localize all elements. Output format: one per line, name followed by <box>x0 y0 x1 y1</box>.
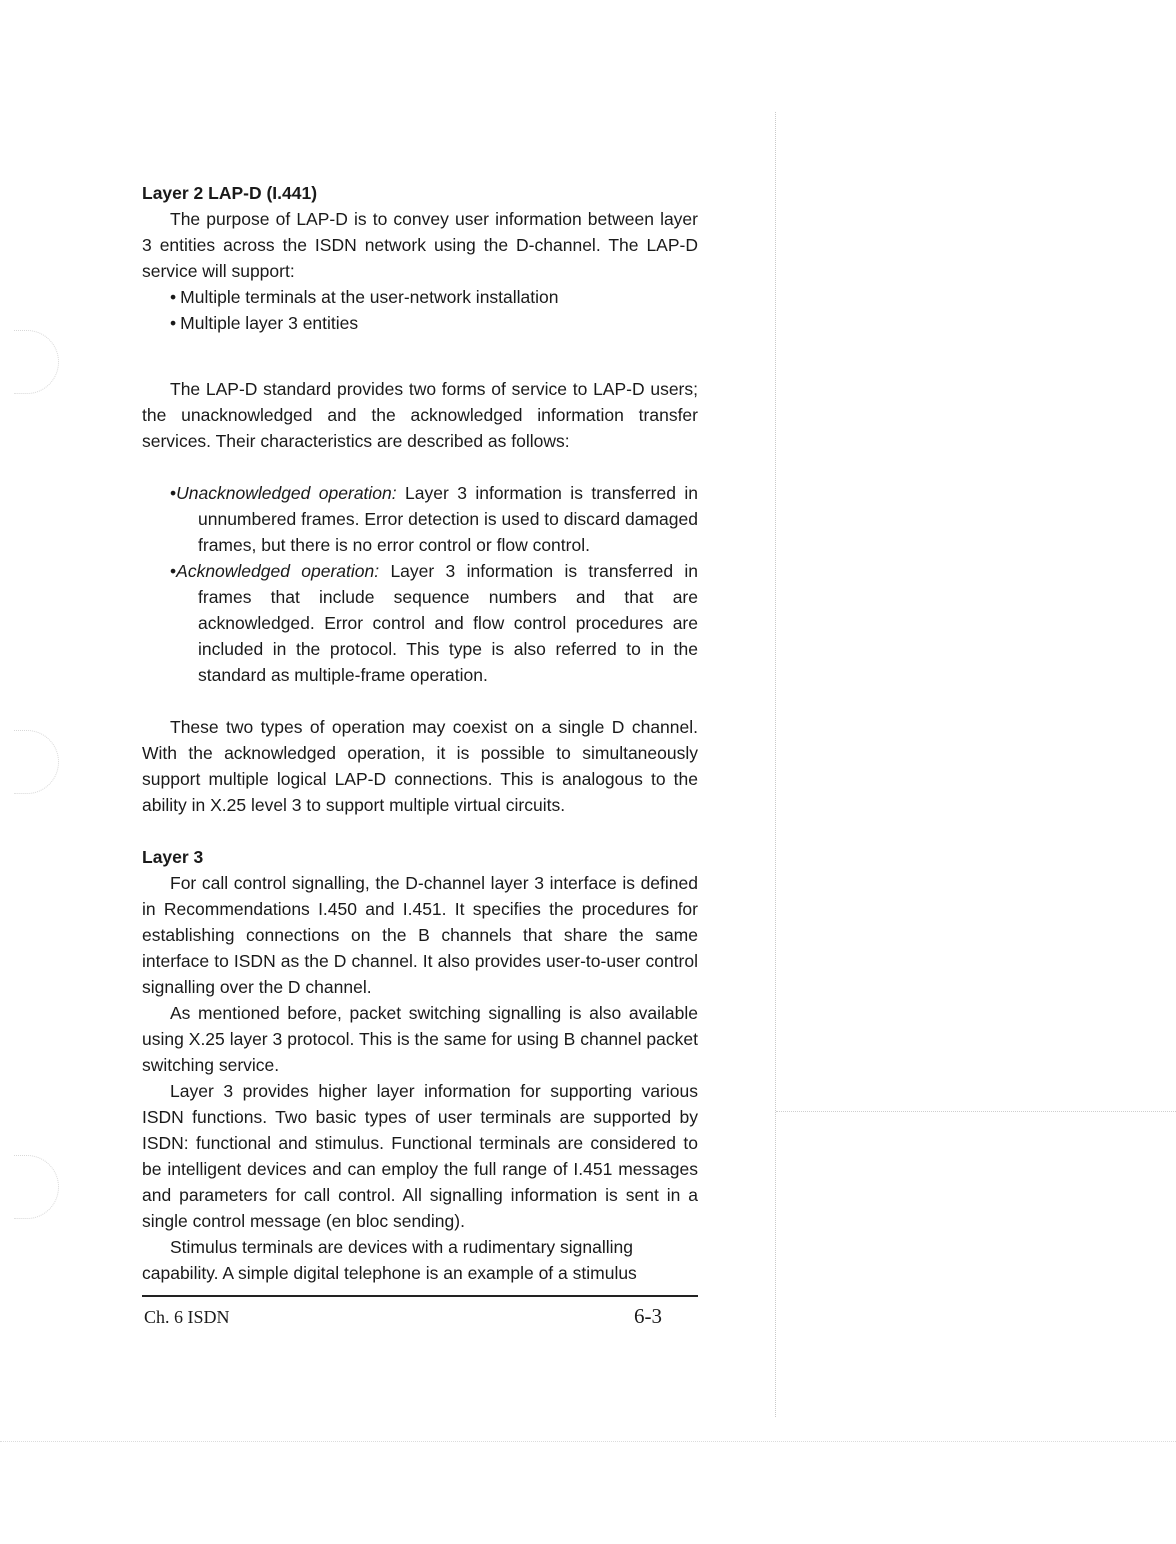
operation-description: Layer 3 information is transferred in frames that include sequence numbers and that are acknowledged. Error control and flow control procedures are included in the protocol. This type is also referred to in the standard as multiple-frame operation. <box>198 561 698 685</box>
footer-chapter: Ch. 6 ISDN <box>144 1307 230 1327</box>
service-forms-paragraph: The LAP-D standard provides two forms of service to LAP-D users; the unacknowledged and the acknowledged information transfer services. Their characteristics are described as follows: <box>142 379 698 451</box>
operation-term: Unacknowledged operation: <box>176 483 397 503</box>
scan-edge-vertical-line <box>775 112 776 1417</box>
footer-rule <box>142 1295 698 1297</box>
section-heading-layer2: Layer 2 LAP-D (I.441) <box>142 183 318 203</box>
scan-edge-bottom-line <box>0 1441 1176 1442</box>
punch-hole-bottom <box>14 1155 59 1219</box>
operation-term: Acknowledged operation: <box>176 561 380 581</box>
coexist-paragraph: These two types of operation may coexist on a single D channel. With the acknowledged operation, it is possible to simultaneously support multiple logical LAP-D connections. This is analogous to the ability in X.25 level 3 to support multiple virtual circuits. <box>142 717 698 815</box>
support-list-item: • Multiple terminals at the user-network installation <box>142 284 698 310</box>
page-number: 6-3 <box>634 1304 662 1328</box>
scan-edge-horizontal-line <box>776 1111 1176 1112</box>
punch-hole-middle <box>14 730 59 794</box>
punch-hole-top <box>14 330 59 394</box>
support-list-item: • Multiple layer 3 entities <box>142 310 698 336</box>
layer3-paragraph: As mentioned before, packet switching signalling is also available using X.25 layer 3 protocol. This is the same for using B channel packet switching service. <box>142 1003 698 1075</box>
section-heading-layer3: Layer 3 <box>142 847 204 867</box>
layer2-intro-paragraph: The purpose of LAP-D is to convey user information between layer 3 entities across the ISDN network using the D-channel. The LAP-D service will support: <box>142 209 698 281</box>
layer3-paragraph: For call control signalling, the D-channel layer 3 interface is defined in Recommendations I.450 and I.451. It specifies the procedures for establishing connections on the B channels that share the same interface to ISDN as the D channel. It also provides user-to-user control signalling over the D channel. <box>142 873 698 997</box>
operation-list-item <box>142 558 698 688</box>
page-body <box>142 180 698 1286</box>
layer3-paragraph: Stimulus terminals are devices with a rudimentary signalling capability. A simple digital telephone is an example of a stimulus <box>142 1237 637 1283</box>
operation-description: Layer 3 information is transferred in unnumbered frames. Error detection is used to discard damaged frames, but there is no error control or flow control. <box>198 483 698 555</box>
layer3-paragraph: Layer 3 provides higher layer information for supporting various ISDN functions. Two basic types of user terminals are supported by ISDN: functional and stimulus. Functional terminals are considered to be intelligent devices and can employ the full range of I.451 messages and parameters for call control. All signalling information is sent in a single control message (en bloc sending). <box>142 1081 698 1231</box>
operation-list-item <box>142 480 698 558</box>
